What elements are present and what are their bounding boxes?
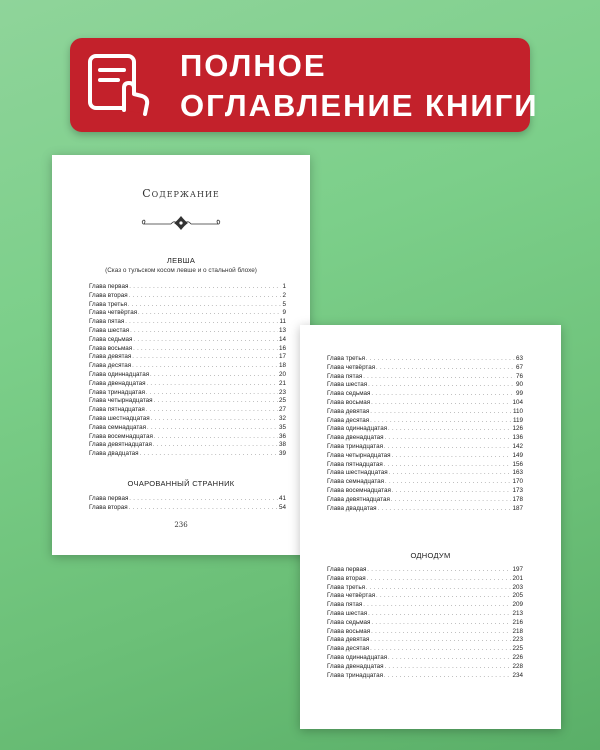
toc-entry-label: Глава первая [327,566,367,573]
section-title-odnodum: ОДНОДУМ [410,551,451,560]
toc-entry-label: Глава шестая [327,609,368,617]
toc-entry-label: Глава девятнадцатая [89,441,152,449]
toc-entry-leader [147,380,278,389]
toc-entry-label: Глава двадцатая [89,450,139,458]
toc-entry [89,415,286,424]
toc-entry [89,371,286,380]
toc-entry-page: 54 [278,503,286,511]
toc-entry [327,672,523,681]
toc-entry-page: 234 [512,671,523,679]
toc-entry-label: Глава седьмая [327,618,371,626]
toc-entry [89,397,286,406]
toc-entry-label: Глава восьмая [89,344,133,352]
toc-entry-page: 17 [278,353,286,361]
toc-entry-label: Глава девятая [327,407,370,415]
toc-entry [89,380,286,389]
toc-entry-page: 226 [512,653,523,661]
toc-entry [327,496,523,505]
toc-list-ocharovanny-cont [327,355,523,513]
toc-entry-page: 99 [515,390,523,398]
toc-entry-page: 119 [512,416,523,424]
toc-entry [327,408,523,417]
toc-entry-leader [391,496,512,505]
document-tap-icon [84,50,154,120]
toc-entry-page: 218 [512,627,523,635]
toc-entry-leader [130,327,278,336]
toc-entry-page: 76 [515,372,523,380]
toc-entry [89,336,286,345]
toc-entry [89,424,286,433]
toc-entry-page: 2 [282,291,286,299]
toc-entry-label: Глава десятая [89,362,132,370]
toc-entry [327,469,523,478]
toc-entry-page: 197 [512,566,523,573]
toc-entry-page: 35 [278,423,286,431]
toc-entry-leader [128,301,281,310]
toc-entry-leader [147,424,278,433]
toc-entry-page: 209 [512,601,523,609]
toc-entry-page: 9 [282,309,286,317]
toc-entry-label: Глава девятая [89,353,132,361]
toc-entry [327,619,523,628]
toc-entry-leader [138,309,281,318]
toc-entry [89,433,286,442]
toc-entry-leader [368,610,511,619]
toc-entry-leader [125,318,278,327]
toc-title: Содержание [142,187,220,200]
toc-list-odnodum [327,566,523,680]
toc-entry-leader [370,417,512,426]
toc-entry-leader [140,450,278,459]
toc-entry-leader [384,672,511,681]
toc-entry-leader [392,452,512,461]
toc-entry-page: 203 [512,583,523,591]
toc-entry [327,575,523,584]
toc-entry-page: 67 [515,363,523,371]
toc-entry [89,389,286,398]
toc-entry-label: Глава тринадцатая [327,671,384,679]
toc-entry-page: 1 [282,283,286,290]
toc-entry-label: Глава первая [89,495,129,502]
toc-entry [89,504,286,513]
toc-entry-page: 11 [279,318,286,326]
toc-entry-label: Глава седьмая [327,390,371,398]
toc-entry-label: Глава четвёртая [327,363,376,371]
toc-entry-page: 163 [512,469,523,477]
toc-entry-leader [154,433,278,442]
toc-entry-leader [385,663,512,672]
toc-entry [327,364,523,373]
toc-entry [327,654,523,663]
toc-entry [89,283,286,292]
toc-entry-page: 25 [278,397,286,405]
toc-entry-label: Глава восьмая [327,398,371,406]
page-number: 236 [174,521,188,529]
toc-entry-label: Глава десятая [327,645,370,653]
toc-entry-page: 90 [515,381,523,389]
toc-list-levsha [89,283,286,459]
toc-entry [327,355,523,364]
toc-entry-leader [376,592,511,601]
toc-entry [327,461,523,470]
toc-entry-label: Глава третья [327,355,366,362]
toc-entry-leader [368,381,515,390]
toc-entry [327,399,523,408]
toc-entry-page: 23 [278,388,286,396]
toc-entry-page: 201 [512,574,523,582]
toc-entry-label: Глава четырнадцатая [327,451,391,459]
toc-entry-label: Глава восьмая [327,627,371,635]
section-title-levsha: ЛЕВША [166,256,196,265]
toc-entry [327,566,523,575]
toc-entry-leader [151,415,278,424]
toc-entry-leader [385,434,512,443]
toc-entry-label: Глава двадцатая [327,504,377,512]
toc-entry-leader [153,441,278,450]
toc-entry [327,373,523,382]
toc-entry [89,309,286,318]
toc-entry-label: Глава одиннадцатая [89,370,150,378]
toc-entry [327,601,523,610]
toc-entry-page: 41 [278,495,286,502]
toc-entry-leader [370,645,511,654]
toc-entry-page: 20 [278,370,286,378]
toc-entry-label: Глава одиннадцатая [327,425,388,433]
toc-entry-label: Глава шестнадцатая [327,469,388,477]
toc-entry-leader [366,584,511,593]
toc-entry-label: Глава тринадцатая [327,442,384,450]
toc-entry-page: 170 [512,478,523,486]
toc-entry-page: 36 [278,432,286,440]
toc-entry-page: 13 [278,326,286,334]
toc-entry [89,318,286,327]
toc-entry-leader [132,362,278,371]
toc-entry [89,450,286,459]
banner-title-line-2: ОГЛАВЛЕНИЕ КНИГИ [180,88,539,123]
toc-entry-label: Глава шестая [327,381,368,389]
book-page-left [52,155,310,555]
toc-entry-leader [129,292,282,301]
toc-entry [327,584,523,593]
toc-entry-label: Глава третья [327,583,366,591]
toc-entry-label: Глава четвёртая [327,592,376,600]
toc-entry-page: 187 [512,504,523,512]
toc-entry [327,645,523,654]
toc-entry [327,425,523,434]
toc-entry-label: Глава третья [89,300,128,308]
toc-entry-leader [366,355,515,364]
section-subtitle-levsha: (Сказ о тульском косом левше и о стальной блохе) [105,267,257,274]
toc-entry-label: Глава четвёртая [89,309,138,317]
toc-entry [327,452,523,461]
section-title-ocharovanny: ОЧАРОВАННЫЙ СТРАННИК [127,479,235,488]
toc-entry-leader [371,628,511,637]
toc-entry-page: 39 [278,450,286,458]
toc-entry-leader [367,575,512,584]
toc-entry-label: Глава двенадцатая [327,434,384,442]
toc-entry [327,417,523,426]
toc-entry-leader [389,469,512,478]
toc-entry-label: Глава первая [89,283,129,290]
toc-entry-leader [150,371,278,380]
toc-entry-label: Глава пятая [327,601,363,609]
toc-entry-page: 5 [282,300,286,308]
toc-entry-label: Глава десятая [327,416,370,424]
toc-entry-leader [384,443,511,452]
toc-entry-leader [129,495,278,504]
toc-entry-leader [129,283,281,292]
toc-entry-label: Глава седьмая [89,335,133,343]
toc-entry-leader [385,478,511,487]
toc-entry [89,301,286,310]
toc-entry-page: 16 [278,344,286,352]
toc-entry-page: 216 [512,618,523,626]
toc-entry [89,345,286,354]
toc-entry-label: Глава семнадцатая [89,423,147,431]
toc-entry [327,663,523,672]
toc-entry-label: Глава двенадцатая [327,662,384,670]
toc-entry [327,434,523,443]
toc-entry-label: Глава девятая [327,636,370,644]
toc-entry-leader [367,566,511,575]
toc-entry-leader [146,406,278,415]
toc-entry-leader [388,654,511,663]
toc-entry-page: 18 [278,362,286,370]
toc-entry-label: Глава тринадцатая [89,388,146,396]
toc-entry-leader [376,364,515,373]
toc-entry [327,390,523,399]
toc-entry-label: Глава четырнадцатая [89,397,153,405]
toc-entry-leader [129,504,278,513]
toc-entry-leader [133,336,278,345]
toc-entry-leader [370,408,512,417]
banner-title-line-1: ПОЛНОЕ [180,48,327,83]
toc-entry-page: 149 [512,451,523,459]
toc-entry [89,327,286,336]
toc-entry-label: Глава восемнадцатая [327,486,391,494]
toc-entry-label: Глава вторая [327,574,366,582]
toc-entry-page: 156 [512,460,523,468]
toc-entry [327,610,523,619]
toc-entry [89,292,286,301]
toc-entry-page: 27 [278,406,286,414]
toc-list-ocharovanny [89,495,286,513]
toc-entry [327,505,523,514]
toc-entry-leader [363,601,511,610]
toc-entry-leader [371,399,511,408]
toc-entry-label: Глава одиннадцатая [327,653,388,661]
toc-entry-leader [370,636,511,645]
toc-entry [327,443,523,452]
toc-entry-label: Глава двенадцатая [89,379,146,387]
toc-entry-page: 205 [512,592,523,600]
toc-entry-page: 213 [512,609,523,617]
toc-entry-page: 223 [512,636,523,644]
toc-entry-page: 228 [512,662,523,670]
toc-entry [327,628,523,637]
toc-entry [89,441,286,450]
toc-entry-page: 63 [515,355,523,362]
toc-entry-leader [132,353,278,362]
toc-entry-page: 38 [278,441,286,449]
toc-entry [327,592,523,601]
toc-entry-leader [384,461,512,470]
toc-entry-page: 126 [512,425,523,433]
toc-entry [327,636,523,645]
toc-entry [327,381,523,390]
toc-entry-leader [378,505,512,514]
toc-entry-leader [154,397,278,406]
header-banner [70,38,539,132]
toc-entry [89,495,286,504]
toc-entry-leader [146,389,278,398]
toc-entry-label: Глава пятая [327,372,363,380]
toc-entry-leader [371,619,511,628]
toc-entry-label: Глава пятнадцатая [89,406,145,414]
toc-entry [89,353,286,362]
toc-entry [327,487,523,496]
toc-entry-label: Глава девятнадцатая [327,495,390,503]
toc-entry-page: 173 [512,486,523,494]
toc-entry-page: 104 [512,398,523,406]
toc-entry-label: Глава вторая [89,503,128,511]
toc-entry-label: Глава шестая [89,326,130,334]
toc-entry-page: 32 [278,414,286,422]
toc-entry-label: Глава семнадцатая [327,478,385,486]
toc-entry [89,406,286,415]
toc-entry-page: 14 [278,335,286,343]
toc-entry-leader [371,390,515,399]
ornament-divider-icon [141,213,221,233]
toc-entry-leader [133,345,278,354]
toc-entry-page: 21 [278,379,286,387]
toc-entry-page: 142 [512,442,523,450]
toc-entry-leader [363,373,515,382]
toc-entry-page: 110 [512,407,523,415]
toc-entry-label: Глава пятая [89,318,125,326]
toc-entry-page: 136 [512,434,523,442]
toc-entry-label: Глава вторая [89,291,128,299]
toc-entry-page: 178 [512,495,523,503]
toc-entry-label: Глава шестнадцатая [89,414,150,422]
toc-entry [89,362,286,371]
book-page-right [300,325,561,729]
toc-entry-page: 225 [512,645,523,653]
toc-entry-leader [392,487,512,496]
toc-entry-leader [388,425,511,434]
toc-entry-label: Глава пятнадцатая [327,460,383,468]
toc-entry-label: Глава восемнадцатая [89,432,153,440]
toc-entry [327,478,523,487]
